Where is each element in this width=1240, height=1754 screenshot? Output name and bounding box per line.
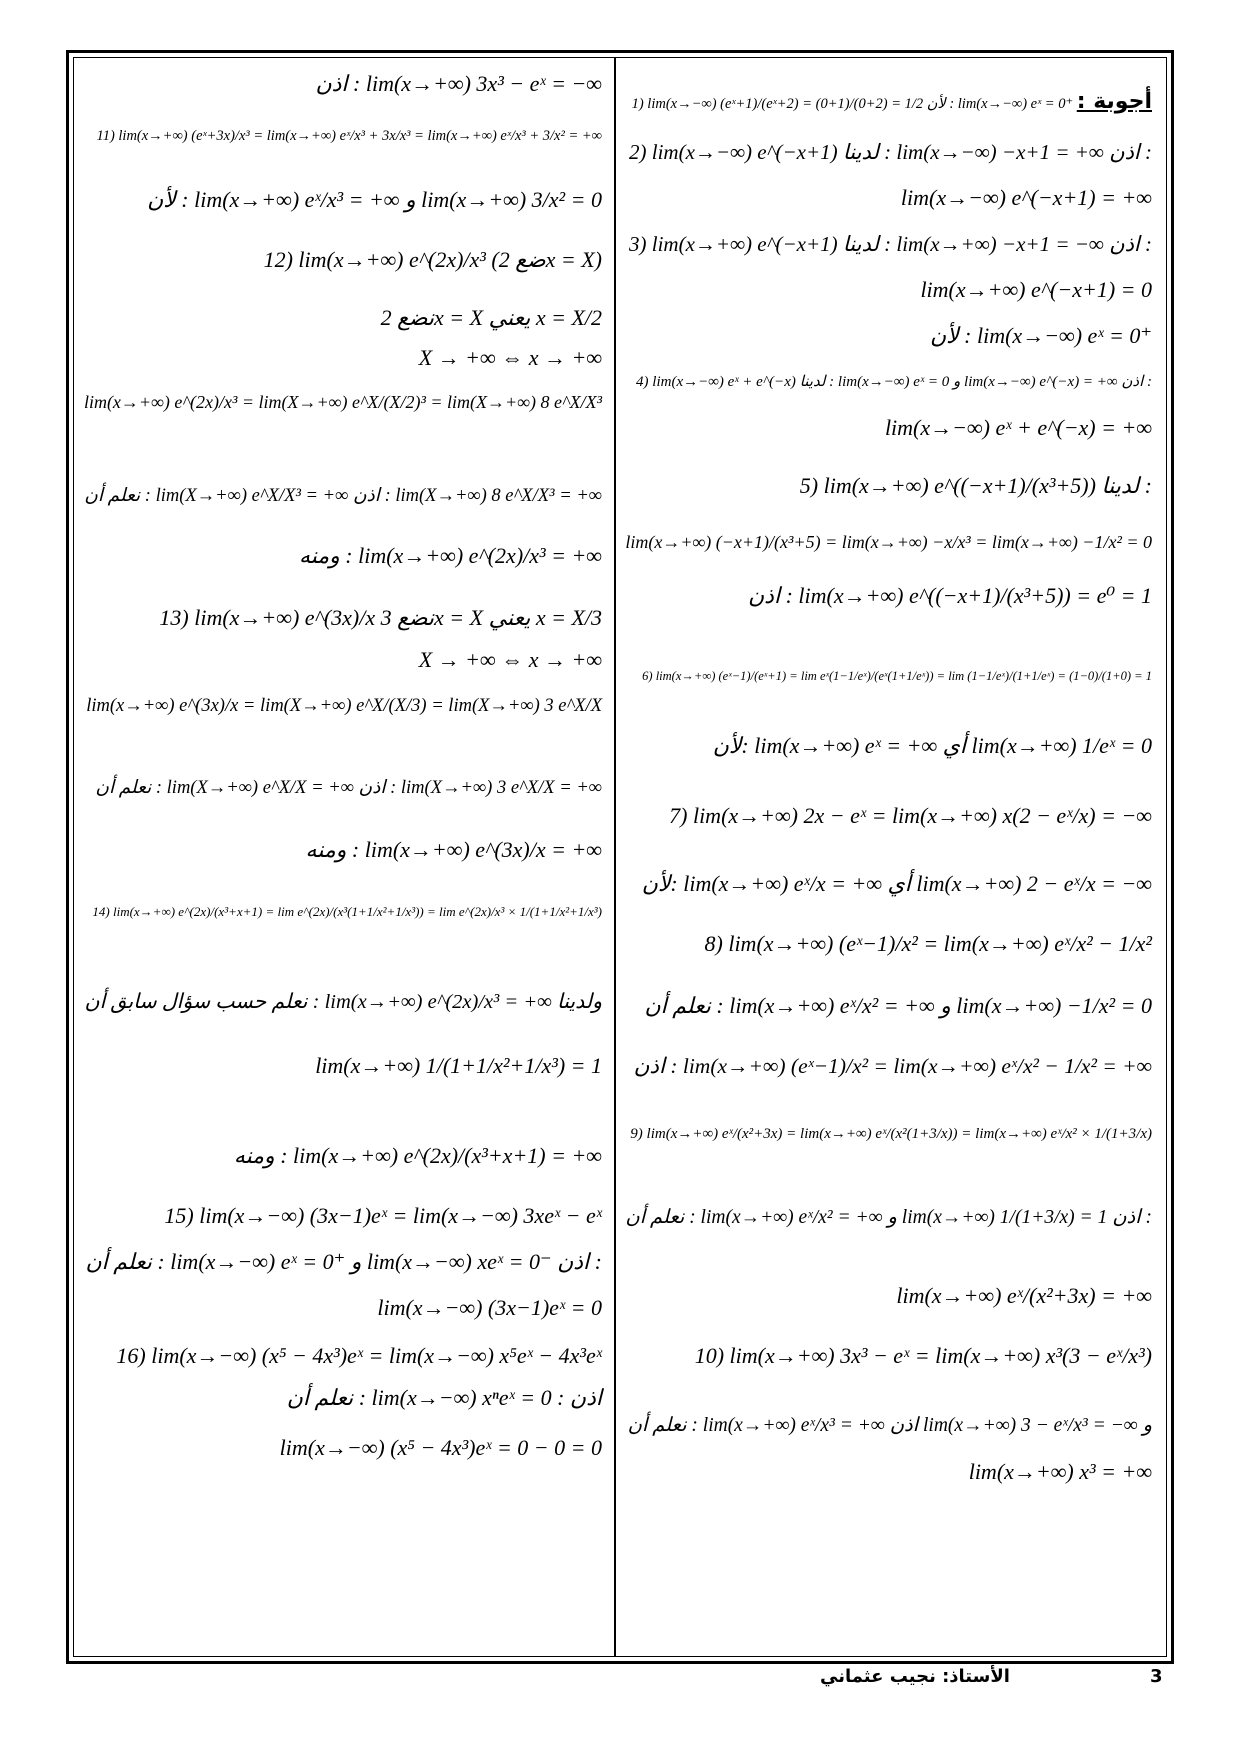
answer-line: أجوبة : 1) lim(x→−∞) (eˣ+1)/(eˣ+2) = (0+1)/(0+2) = 1/2 لأن : lim(x→−∞) eˣ = 0⁺ (631, 89, 1152, 114)
answer-line: lim(x→+∞) 1/(1+1/x²+1/x³) = 1 (315, 1053, 602, 1078)
answer-line: lim(x→+∞) e^(−x+1) = 0 (920, 277, 1152, 302)
page-number: 3 (1150, 1666, 1163, 1687)
answer-line: اذن : lim(x→+∞) 3x³ − eˣ = −∞ (315, 71, 602, 96)
answer-line: lim(x→−∞) (x⁵ − 4x³)eˣ = 0 − 0 = 0 (279, 1435, 602, 1460)
answers-title: أجوبة : (1076, 89, 1152, 114)
author-name: الأستاذ: نجيب عثماني (820, 1666, 1010, 1687)
answer-line: لأن : lim(x→−∞) eˣ = 0⁺ (929, 323, 1152, 348)
answer-line: lim(x→−∞) e^(−x+1) = +∞ (900, 185, 1152, 210)
answer-line: lim(x→+∞) e^(2x)/x³ = lim(X→+∞) e^X/(X/2)³ = lim(X→+∞) 8 e^X/X³ (83, 392, 602, 412)
answer-line: 4) lim(x→−∞) eˣ + e^(−x) لدينا : lim(x→−∞) eˣ = 0 و lim(x→−∞) e^(−x) = +∞ اذن : (636, 374, 1152, 390)
answer-line: X → +∞ ⇔ x → +∞ (418, 345, 602, 370)
answer-line: lim(x→+∞) x³ = +∞ (968, 1459, 1152, 1484)
answer-line: 16) lim(x→−∞) (x⁵ − 4x³)eˣ = lim(x→−∞) x⁵eˣ − 4x³eˣ (116, 1343, 602, 1368)
answer-line: 13) lim(x→+∞) e^(3x)/x نضع 3x = X يعني x = X/3 (159, 605, 602, 630)
answer-line: لأن : lim(x→+∞) eˣ/x³ = +∞ و lim(x→+∞) 3/x² = 0 (147, 187, 602, 212)
answer-line: اذن : lim(x→+∞) e^((−x+1)/(x³+5)) = e⁰ = 1 (747, 583, 1152, 608)
answer-line: نعلم أن : lim(x→+∞) eˣ/x² = +∞ و lim(x→+∞) −1/x² = 0 (644, 993, 1152, 1018)
answer-line: lim(x→−∞) eˣ + e^(−x) = +∞ (884, 415, 1152, 440)
answer-line: 2) lim(x→−∞) e^(−x+1) لدينا : lim(x→−∞) −x+1 = +∞ اذن : (629, 140, 1152, 164)
answer-line: اذن : lim(x→+∞) (eˣ−1)/x² = lim(x→+∞) eˣ/x² − 1/x² = +∞ (633, 1054, 1152, 1078)
answer-line: 12) lim(x→+∞) e^(2x)/x³ (ضع 2x = X) (263, 247, 602, 272)
answer-line: ومنه : lim(x→+∞) e^(3x)/x = +∞ (305, 837, 602, 862)
answer-line: 10) lim(x→+∞) 3x³ − eˣ = lim(x→+∞) x³(3 − eˣ/x³) (694, 1343, 1152, 1368)
right-column (620, 62, 1160, 1652)
left-column (80, 62, 610, 1652)
answer-line: نضع 2x = X يعني x = X/2 (380, 305, 602, 330)
answer-line: 5) lim(x→+∞) e^((−x+1)/(x³+5)) لدينا : (799, 473, 1152, 498)
answer-line: lim(x→+∞) eˣ/(x²+3x) = +∞ (896, 1283, 1152, 1308)
answer-line: ومنه : lim(x→+∞) e^(2x)/x³ = +∞ (298, 543, 602, 568)
answer-line: نعلم أن : lim(x→+∞) eˣ/x² = +∞ و lim(x→+∞) 1/(1+3/x) = 1 اذن : (625, 1207, 1152, 1228)
answer-line: نعلم أن : lim(x→−∞) xⁿeˣ = 0 : اذن (286, 1385, 602, 1410)
answer-line: لأن: lim(x→+∞) eˣ/x = +∞ أي lim(x→+∞) 2 − eˣ/x = −∞ (641, 871, 1152, 896)
answer-line: 6) lim(x→+∞) (eˣ−1)/(eˣ+1) = lim eˣ(1−1/eˣ)/(eˣ(1+1/eˣ)) = lim (1−1/eˣ)/(1+1/eˣ) = (1−0)/(1+0) = 1 (642, 669, 1152, 683)
answer-line: نعلم أن : lim(x→−∞) eˣ = 0⁺ و lim(x→−∞) xeˣ = 0⁻ اذن : (85, 1249, 602, 1274)
answer-line: X → +∞ ⇔ x → +∞ (418, 647, 602, 672)
answer-line: lim(x→−∞) (3x−1)eˣ = 0 (377, 1295, 602, 1320)
column-divider (614, 58, 616, 1656)
answer-line: lim(x→+∞) (−x+1)/(x³+5) = lim(x→+∞) −x/x³ = lim(x→+∞) −1/x² = 0 (625, 532, 1152, 552)
answer-line: نعلم أن : lim(X→+∞) e^X/X = +∞ اذن : lim(X→+∞) 3 e^X/X = +∞ (95, 778, 602, 798)
answer-line: 15) lim(x→−∞) (3x−1)eˣ = lim(x→−∞) 3xeˣ − eˣ (164, 1203, 602, 1228)
answer-line: 11) lim(x→+∞) (eˣ+3x)/x³ = lim(x→+∞) eˣ/x³ + 3x/x³ = lim(x→+∞) eˣ/x³ + 3/x² = +∞ (96, 128, 602, 144)
answer-line: نعلم حسب سؤال سابق أن : lim(x→+∞) e^(2x)/x³ = +∞ ولدينا (84, 991, 602, 1013)
answer-line: 7) lim(x→+∞) 2x − eˣ = lim(x→+∞) x(2 − eˣ/x) = −∞ (669, 803, 1152, 828)
answer-line: lim(x→+∞) e^(3x)/x = lim(X→+∞) e^X/(X/3) = lim(X→+∞) 3 e^X/X (86, 696, 602, 716)
answer-line: لأن: lim(x→+∞) eˣ = +∞ أي lim(x→+∞) 1/eˣ = 0 (712, 733, 1152, 758)
answer-line: 3) lim(x→+∞) e^(−x+1) لدينا : lim(x→+∞) −x+1 = −∞ اذن : (629, 232, 1152, 256)
answer-line: 9) lim(x→+∞) eˣ/(x²+3x) = lim(x→+∞) eˣ/(x²(1+3/x)) = lim(x→+∞) eˣ/x² × 1/(1+3/x) (630, 1126, 1152, 1142)
answer-line: 8) lim(x→+∞) (eˣ−1)/x² = lim(x→+∞) eˣ/x² − 1/x² (704, 931, 1152, 956)
answer-line: نعلم أن : lim(x→+∞) eˣ/x³ = +∞ اذن lim(x→+∞) 3 − eˣ/x³ = −∞ و (627, 1415, 1152, 1436)
answer-line: نعلم أن : lim(X→+∞) e^X/X³ = +∞ اذن : lim(X→+∞) 8 e^X/X³ = +∞ (84, 486, 602, 506)
answer-line: ومنه : lim(x→+∞) e^(2x)/(x³+x+1) = +∞ (233, 1143, 602, 1168)
answer-line: 14) lim(x→+∞) e^(2x)/(x³+x+1) = lim e^(2x)/(x³(1+1/x²+1/x³)) = lim e^(2x)/x³ × 1/(1+1/x²+1/x³) (92, 904, 602, 919)
